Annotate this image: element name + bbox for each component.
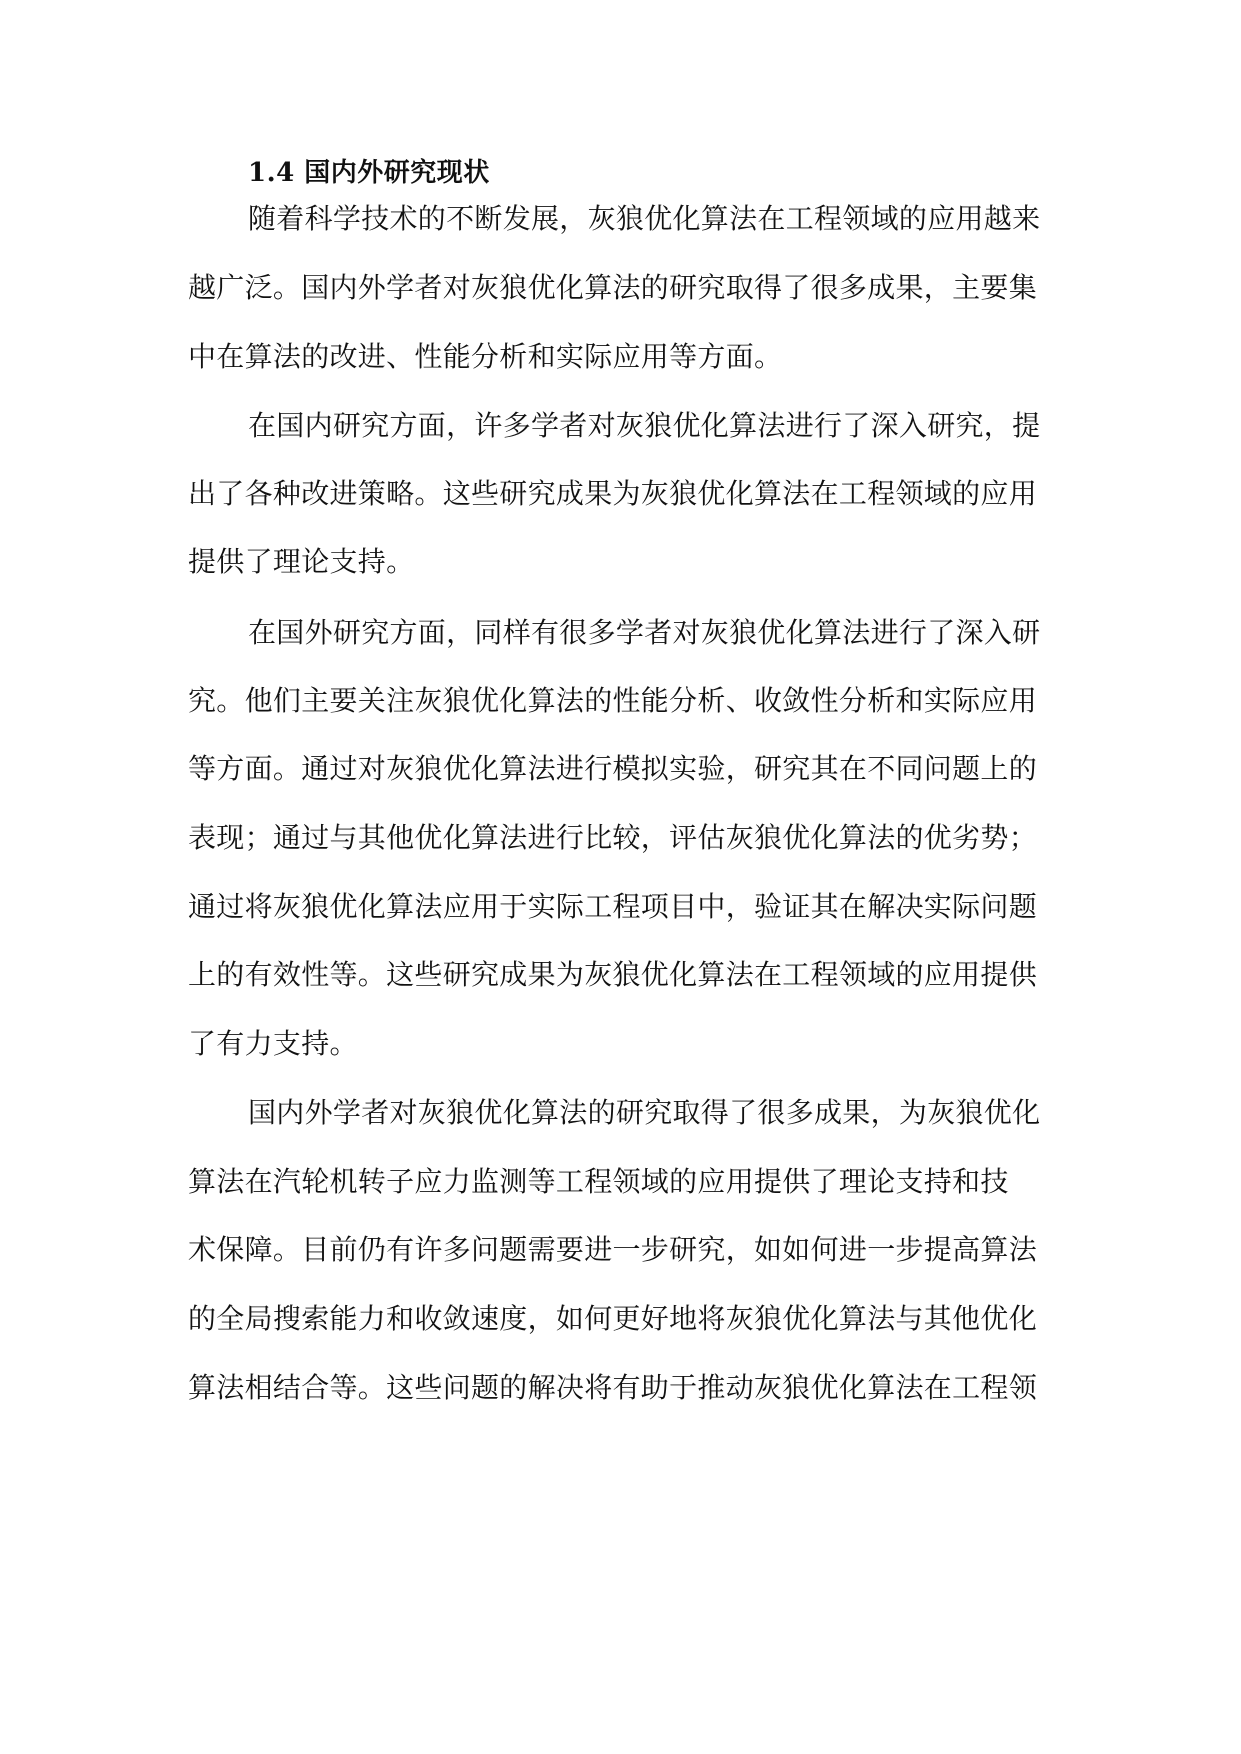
paragraph-line: 表现；通过与其他优化算法进行比较，评估灰狼优化算法的优劣势； [188,821,1038,854]
paragraph-line: 随着科学技术的不断发展，灰狼优化算法在工程领域的应用越来 [248,202,1041,235]
paragraph-line: 国内外学者对灰狼优化算法的研究取得了很多成果，为灰狼优化 [248,1096,1041,1129]
paragraph-line: 出了各种改进策略。这些研究成果为灰狼优化算法在工程领域的应用 [188,477,1038,510]
paragraph-line: 的全局搜索能力和收敛速度，如何更好地将灰狼优化算法与其他优化 [188,1302,1038,1335]
section-heading: 1.4 国内外研究现状 [248,158,490,188]
paragraph-line: 中在算法的改进、性能分析和实际应用等方面。 [188,340,783,373]
paragraph-line: 上的有效性等。这些研究成果为灰狼优化算法在工程领域的应用提供 [188,958,1038,991]
paragraph-line: 究。他们主要关注灰狼优化算法的性能分析、收敛性分析和实际应用 [188,684,1038,717]
paragraph-line: 术保障。目前仍有许多问题需要进一步研究，如如何进一步提高算法 [188,1233,1038,1266]
paragraph-line: 在国内研究方面，许多学者对灰狼优化算法进行了深入研究，提 [248,409,1041,442]
paragraph-line: 在国外研究方面，同样有很多学者对灰狼优化算法进行了深入研 [248,616,1041,649]
paragraph-line: 算法在汽轮机转子应力监测等工程领域的应用提供了理论支持和技 [188,1165,1009,1198]
paragraph-line: 提供了理论支持。 [188,545,415,578]
paragraph-line: 等方面。通过对灰狼优化算法进行模拟实验，研究其在不同问题上的 [188,752,1038,785]
paragraph-line: 通过将灰狼优化算法应用于实际工程项目中，验证其在解决实际问题 [188,890,1038,923]
paragraph-line: 了有力支持。 [188,1027,358,1060]
paragraph-line: 越广泛。国内外学者对灰狼优化算法的研究取得了很多成果，主要集 [188,271,1038,304]
paragraph-line: 算法相结合等。这些问题的解决将有助于推动灰狼优化算法在工程领 [188,1371,1038,1404]
